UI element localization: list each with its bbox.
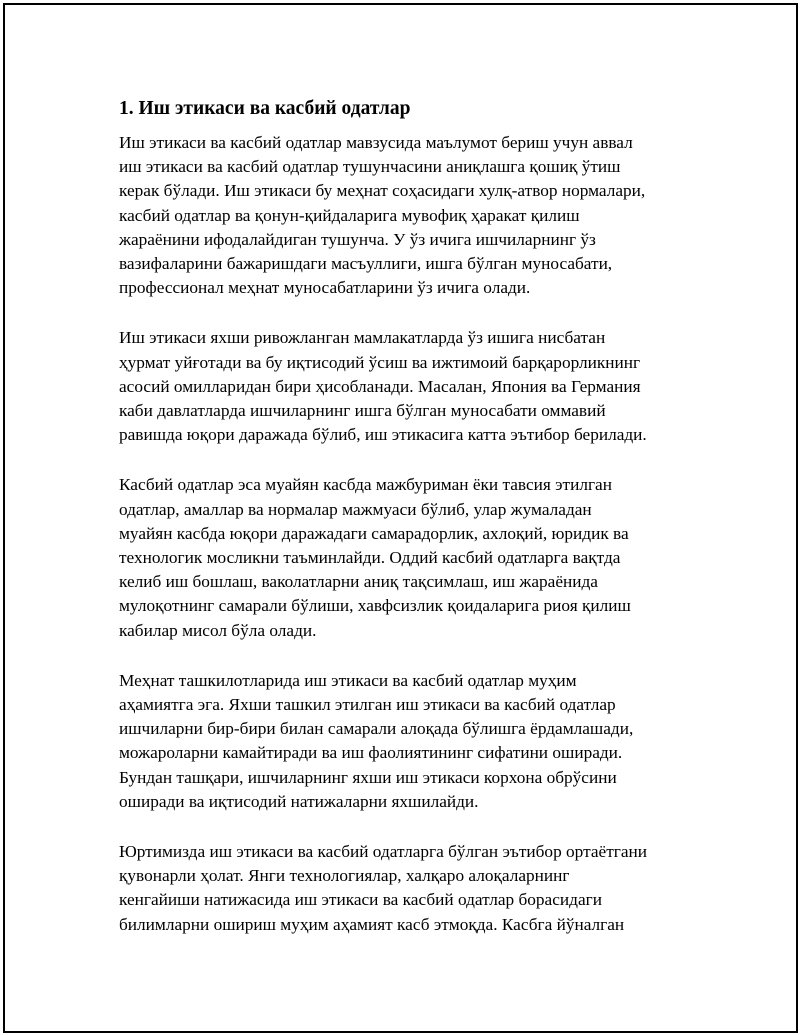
text-line: одатлар, амаллар ва нормалар мажмуаси бўлиб, улар жумаладан (119, 499, 592, 519)
text-line: мулоқотнинг самарали бўлиши, хавфсизлик қоидаларига риоя қилиш (119, 596, 631, 616)
text-line: оширади ва иқтисодий натижаларни яхшилайди. (119, 791, 479, 811)
text-line: кенгайиши натижасида иш этикаси ва касбий одатлар борасидаги (119, 890, 602, 910)
text-line: кабилар мисол бўла олади. (119, 620, 317, 640)
text-line: каби давлатларда ишчиларнинг ишга бўлган муносабати оммавий (119, 401, 606, 421)
text-line: профессионал меҳнат муносабатларини ўз ичига олади. (119, 278, 531, 298)
section-title: 1. Иш этикаси ва касбий одатлар (119, 98, 411, 119)
text-line: жараёнини ифодалайдиган тушунча. У ўз ичига ишчиларнинг ўз (119, 229, 596, 249)
text-line: асосий омилларидан бири ҳисобланади. Масалан, Япония ва Германия (119, 376, 641, 396)
text-line: Касбий одатлар эса муайян касбда мажбуриман ёки тавсия этилган (119, 475, 612, 495)
text-line: вазифаларини бажаришдаги масъуллиги, ишга бўлган муносабати, (119, 254, 613, 274)
paragraph-5 (119, 840, 709, 937)
text-line: Иш этикаси ва касбий одатлар мавзусида маълумот бериш учун аввал (119, 133, 633, 152)
text-line: келиб иш бошлаш, ваколатларни аниқ тақсимлаш, иш жараёнида (119, 572, 598, 592)
text-line: Бундан ташқари, ишчиларнинг яхши иш этикаси корхона обрўсини (119, 767, 617, 787)
text-line: касбий одатлар ва қонун-қийдаларига мувофиқ ҳаракат қилиш (119, 205, 580, 225)
text-line: аҳамиятга эга. Яхши ташкил этилган иш этикаси ва касбий одатлар (119, 695, 616, 715)
text-line: иш этикаси ва касбий одатлар тушунчасини аниқлашга қошиқ ўтиш (119, 157, 621, 177)
text-line: технологик мосликни таъминлайди. Оддий касбий одатларга вақтда (119, 548, 621, 568)
paragraph-4 (119, 669, 709, 814)
text-line: қувонарли ҳолат. Янги технологиялар, халқаро алоқаларнинг (119, 866, 570, 886)
paragraph-3 (119, 473, 709, 642)
text-line: ишчиларни бир-бири билан самарали алоқада бўлишга ёрдамлашади, (119, 719, 634, 739)
text-line: билимларни ошириш муҳим аҳамият касб этмоқда. Касбга йўналган (119, 914, 625, 934)
text-line: можароларни камайтиради ва иш фаолиятининг сифатини оширади. (119, 743, 623, 763)
text-line: Меҳнат ташкилотларида иш этикаси ва касбий одатлар муҳим (119, 670, 577, 690)
paragraph-2 (119, 326, 709, 447)
document-body (119, 95, 709, 963)
text-line: ҳурмат уйғотади ва бу иқтисодий ўсиш ва ижтимоий барқарорликнинг (119, 352, 641, 372)
text-line: керак бўлади. Иш этикаси бу меҳнат соҳасидаги хулқ-атвор нормалари, (119, 181, 646, 201)
text-line: Юртимизда иш этикаси ва касбий одатларга бўлган эътибор ортаётгани (119, 842, 647, 862)
page-frame (3, 3, 798, 1033)
text-line: равишда юқори даражада бўлиб, иш этикасига катта эътибор берилади. (119, 425, 647, 445)
paragraph-1 (119, 131, 709, 300)
text-line: Иш этикаси яхши ривожланган мамлакатларда ўз ишига нисбатан (119, 328, 606, 348)
text-line: муайян касбда юқори даражадаги самарадорлик, ахлоқий, юридик ва (119, 523, 629, 543)
